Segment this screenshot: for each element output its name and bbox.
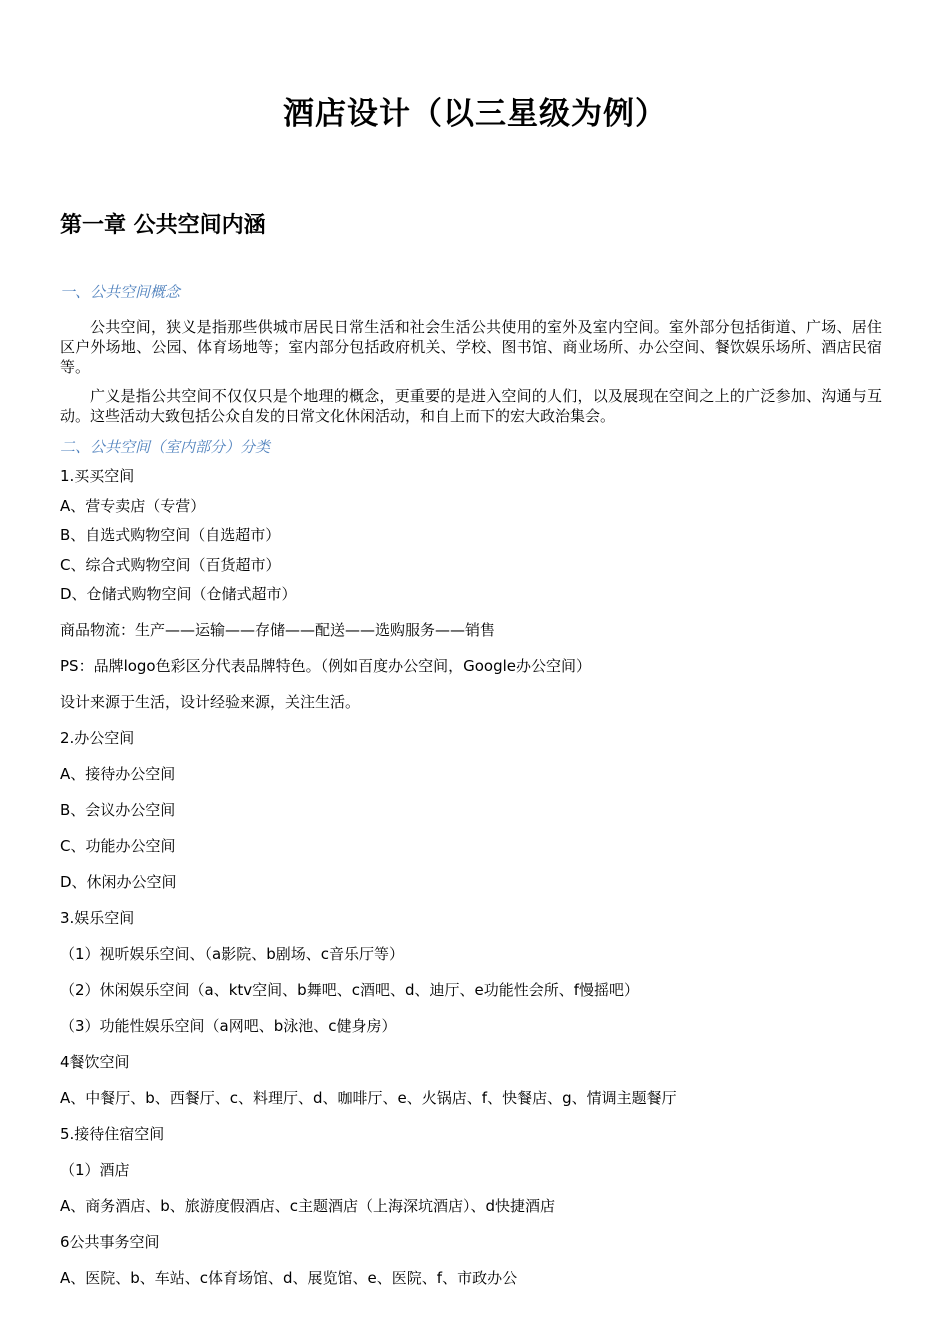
list-item: （1）视听娱乐空间、（a影院、b剧场、c音乐厅等） — [60, 945, 405, 963]
list-item: 5.接待住宿空间 — [60, 1125, 165, 1143]
chapter-heading: 第一章 公共空间内涵 — [60, 213, 266, 238]
list-item: D、休闲办公空间 — [60, 873, 177, 891]
list-item: 2.办公空间 — [60, 729, 135, 747]
section-heading-classification: 二、公共空间（室内部分）分类 — [60, 438, 271, 456]
list-item: 3.娱乐空间 — [60, 909, 135, 927]
list-item: C、功能办公空间 — [60, 837, 176, 855]
paragraph-narrow-definition: 公共空间，狭义是指那些供城市居民日常生活和社会生活公共使用的室外及室内空间。室外部分包括街道、广场、居住区户外场地、公园、体育场地等；室内部分包括政府机关、学校、图书馆、商业场所、办公空间、餐饮娱乐场所、酒店民宿等。 — [60, 318, 882, 376]
list-item: A、医院、b、车站、c体育场馆、d、展览馆、e、医院、f、市政办公 — [60, 1269, 518, 1287]
list-item: 4餐饮空间 — [60, 1053, 130, 1071]
list-item: PS：品牌logo色彩区分代表品牌特色。（例如百度办公空间，Google办公空间） — [60, 657, 592, 675]
list-item: D、仓储式购物空间（仓储式超市） — [60, 585, 297, 603]
section-heading-concept: 一、公共空间概念 — [60, 283, 181, 301]
list-item: 设计来源于生活，设计经验来源，关注生活。 — [60, 693, 361, 711]
list-item: C、综合式购物空间（百货超市） — [60, 556, 281, 574]
paragraph-broad-definition: 广义是指公共空间不仅仅只是个地理的概念，更重要的是进入空间的人们，以及展现在空间之上的广泛参加、沟通与互动。这些活动大致包括公众自发的日常文化休闲活动，和自上而下的宏大政治集会。 — [60, 387, 882, 425]
list-item: （1）酒店 — [60, 1161, 130, 1179]
list-item: （3）功能性娱乐空间（a网吧、b泳池、c健身房） — [60, 1017, 397, 1035]
list-item: 商品物流：生产——运输——存储——配送——选购服务——销售 — [60, 621, 496, 639]
list-item: 1.买买空间 — [60, 467, 135, 485]
document-title: 酒店设计（以三星级为例） — [283, 96, 667, 132]
list-item: （2）休闲娱乐空间（a、ktv空间、b舞吧、c酒吧、d、迪厅、e功能性会所、f慢摇吧） — [60, 981, 639, 999]
list-item: 6公共事务空间 — [60, 1233, 160, 1251]
list-item: A、商务酒店、b、旅游度假酒店、c主题酒店（上海深坑酒店）、d快捷酒店 — [60, 1197, 556, 1215]
list-item: B、会议办公空间 — [60, 801, 176, 819]
list-item: A、营专卖店（专营） — [60, 497, 206, 515]
list-item: B、自选式购物空间（自选超市） — [60, 526, 281, 544]
list-item: A、中餐厅、b、西餐厅、c、料理厅、d、咖啡厅、e、火锅店、f、快餐店、g、情调主题餐厅 — [60, 1089, 677, 1107]
list-item: A、接待办公空间 — [60, 765, 176, 783]
